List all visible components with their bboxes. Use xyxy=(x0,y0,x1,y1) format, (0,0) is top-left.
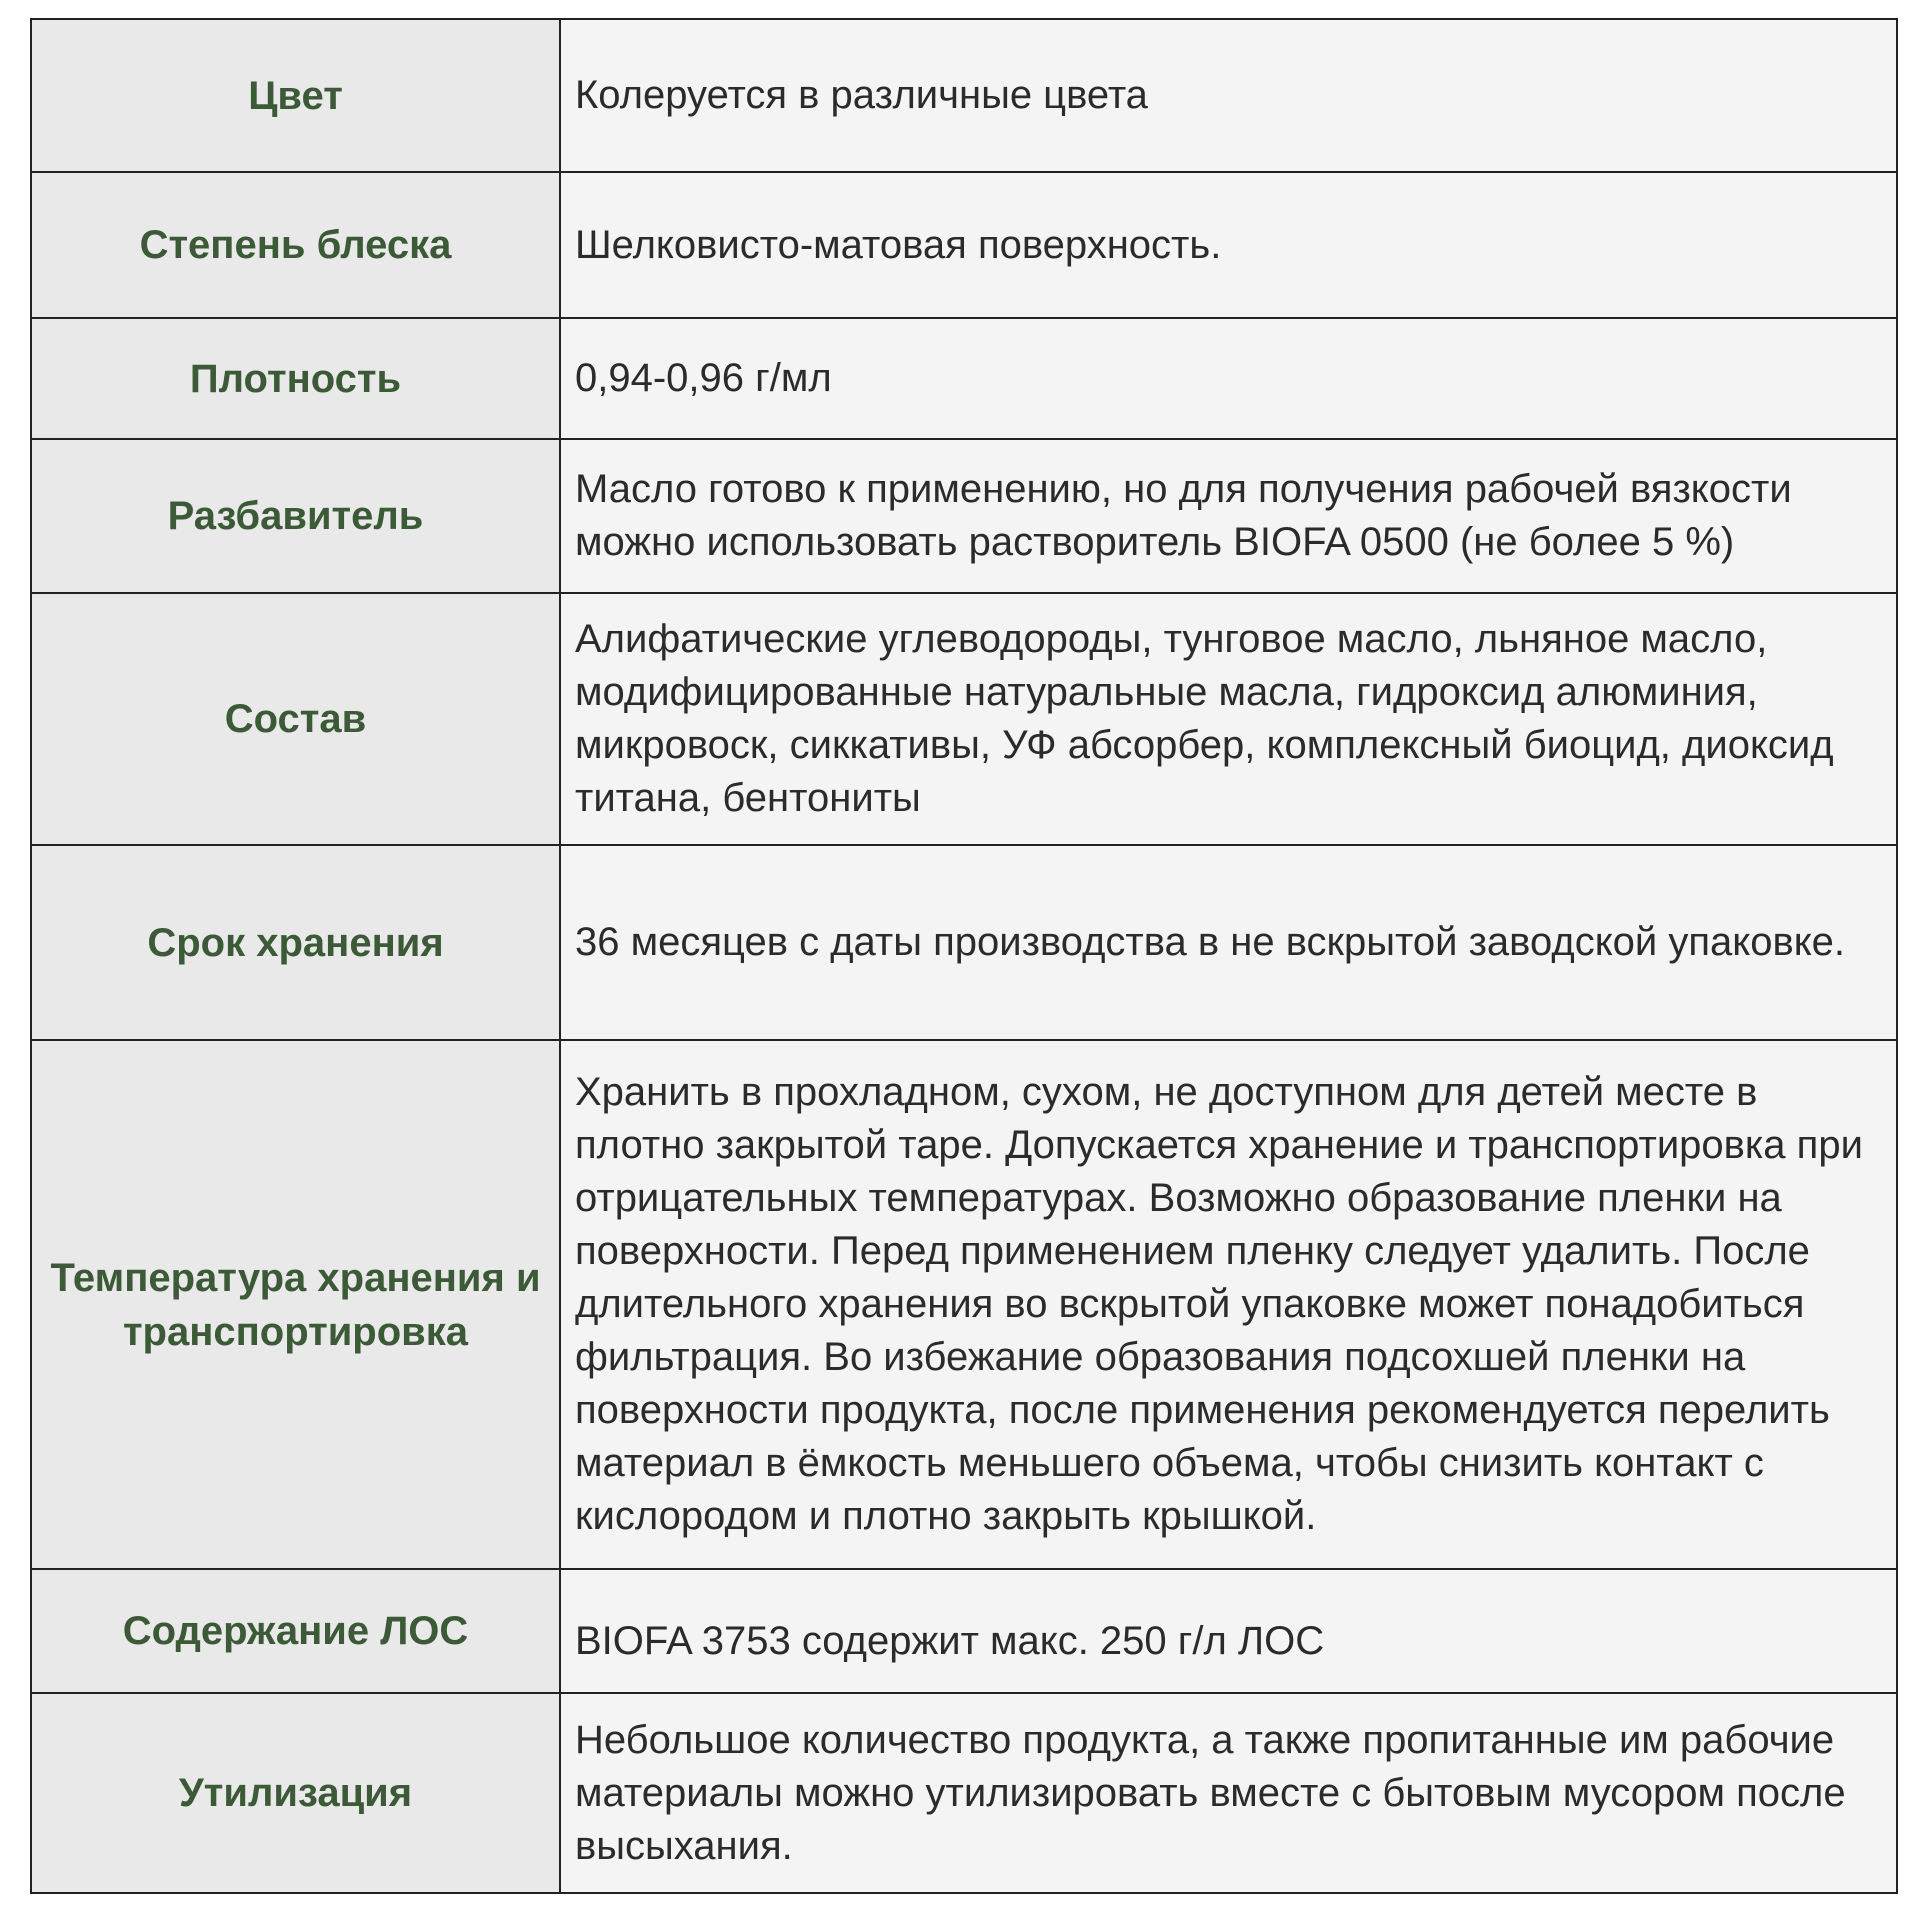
table-row xyxy=(31,1569,1897,1693)
property-value: 0,94-0,96 г/мл xyxy=(560,318,1897,439)
table-row xyxy=(31,1693,1897,1893)
table-row xyxy=(31,172,1897,318)
property-value: Шелковисто-матовая поверхность. xyxy=(560,172,1897,318)
property-value: Алифатические углеводороды, тунговое масло, льняное масло, модифицированные натуральные масла, гидроксид алюминия, микровоск, сиккативы, УФ абсорбер, комплексный биоцид, диоксид титана, бентониты xyxy=(560,593,1897,845)
table-row xyxy=(31,1040,1897,1569)
property-value: 36 месяцев с даты производства в не вскрытой заводской упаковке. xyxy=(560,845,1897,1040)
property-name: Срок хранения xyxy=(31,845,560,1040)
properties-table xyxy=(30,18,1898,1894)
property-name: Содержание ЛОС xyxy=(31,1569,560,1693)
table-row xyxy=(31,439,1897,593)
property-name: Плотность xyxy=(31,318,560,439)
property-name: Состав xyxy=(31,593,560,845)
property-value: Хранить в прохладном, сухом, не доступном для детей месте в плотно закрытой таре. Допускается хранение и транспортировка при отрицательных температурах. Возможно образование пленки на поверхности. Перед применением пленку следует удалить. После длительного хранения во вскрытой упаковке может понадобиться фильтрация. Во избежание образования подсохшей пленки на поверхности продукта, после применения рекомендуется перелить материал в ёмкость меньшего объема, чтобы снизить контакт с кислородом и плотно закрыть крышкой. xyxy=(560,1040,1897,1569)
property-value: Колеруется в различные цвета xyxy=(560,19,1897,172)
property-name: Степень блеска xyxy=(31,172,560,318)
table-row xyxy=(31,19,1897,172)
property-value: Масло готово к применению, но для получения рабочей вязкости можно использовать растворитель BIOFA 0500 (не более 5 %) xyxy=(560,439,1897,593)
property-value: BIOFA 3753 содержит макс. 250 г/л ЛОС xyxy=(560,1569,1897,1693)
table-row xyxy=(31,593,1897,845)
property-name: Утилизация xyxy=(31,1693,560,1893)
property-name: Разбавитель xyxy=(31,439,560,593)
property-value: Небольшое количество продукта, а также пропитанные им рабочие материалы можно утилизировать вместе с бытовым мусором после высыхания. xyxy=(560,1693,1897,1893)
table-row xyxy=(31,318,1897,439)
property-name: Температура хранения и транспортировка xyxy=(31,1040,560,1569)
property-name: Цвет xyxy=(31,19,560,172)
table-row xyxy=(31,845,1897,1040)
